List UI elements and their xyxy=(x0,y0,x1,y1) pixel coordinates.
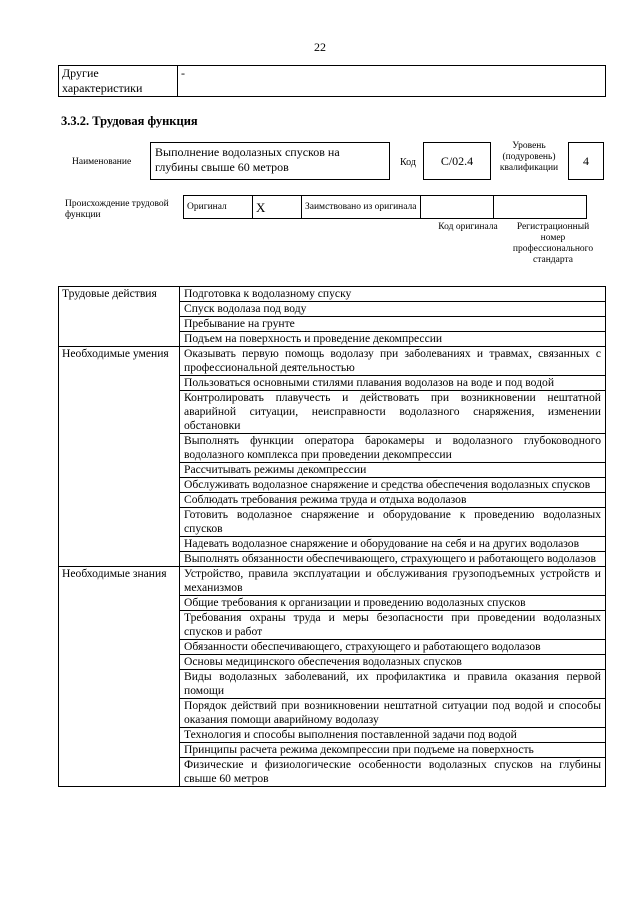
item-cell: Устройство, правила эксплуатации и обслуживания грузоподъемных устройств и механизмов xyxy=(180,567,606,596)
category-cell: Трудовые действия xyxy=(59,287,180,347)
category-cell: Необходимые умения xyxy=(59,347,180,567)
function-name-value: Выполнение водолазных спусков на глубины свыше 60 метров xyxy=(150,142,390,180)
table-row xyxy=(59,347,606,376)
item-cell: Физические и физиологические особенности водолазных спусков на глубины свыше 60 метров xyxy=(180,758,606,787)
item-cell: Готовить водолазное снаряжение и оборудование к проведению водолазных спусков xyxy=(180,508,606,537)
item-cell: Оказывать первую помощь водолазу при заболеваниях и травмах, связанных с профессиональной деятельностью xyxy=(180,347,606,376)
other-characteristics-table xyxy=(58,65,606,97)
item-cell: Технология и способы выполнения поставленной задачи под водой xyxy=(180,728,606,743)
code-original-cell xyxy=(421,196,494,219)
item-cell: Принципы расчета режима декомпрессии при подъеме на поверхность xyxy=(180,743,606,758)
function-code-value: С/02.4 xyxy=(423,142,491,180)
item-cell: Обслуживать водолазное снаряжение и средства обеспечения водолазных спусков xyxy=(180,478,606,493)
item-cell: Рассчитывать режимы декомпрессии xyxy=(180,463,606,478)
qualification-level-label: Уровень (подуровень) квалификации xyxy=(499,141,559,173)
origin-label: Происхождение трудовой функции xyxy=(65,199,169,220)
function-code-label: Код xyxy=(400,157,416,168)
item-cell: Спуск водолаза под воду xyxy=(180,302,606,317)
qualification-level-value: 4 xyxy=(568,142,604,180)
item-cell: Пребывание на грунте xyxy=(180,317,606,332)
item-cell: Требования охраны труда и меры безопасности при проведении водолазных спусков и работ xyxy=(180,611,606,640)
category-cell: Необходимые знания xyxy=(59,567,180,787)
item-cell: Подъем на поверхность и проведение декомпрессии xyxy=(180,332,606,347)
other-characteristics-label: Другие характеристики xyxy=(59,66,178,97)
original-mark: Х xyxy=(253,196,302,219)
item-cell: Обязанности обеспечивающего, страхующего и работающего водолазов xyxy=(180,640,606,655)
original-label: Оригинал xyxy=(184,196,253,219)
item-cell: Соблюдать требования режима труда и отдыха водолазов xyxy=(180,493,606,508)
item-cell: Контролировать плавучесть и действовать при возникновении нештатной аварийной ситуации, неисправности водолазного снаряжения, изменении обстановки xyxy=(180,391,606,434)
page-number: 22 xyxy=(314,40,326,54)
code-original-caption: Код оригинала xyxy=(438,222,498,232)
item-cell: Общие требования к организации и проведению водолазных спусков xyxy=(180,596,606,611)
item-cell: Порядок действий при возникновении нештатной ситуации под водой и способы оказания помощи аварийному водолазу xyxy=(180,699,606,728)
labor-function-table xyxy=(58,286,606,787)
item-cell: Виды водолазных заболеваний, их профилактика и правила оказания первой помощи xyxy=(180,670,606,699)
reg-number-caption: Регистрационный номер профессионального стандарта xyxy=(512,222,594,265)
origin-table xyxy=(183,195,587,219)
section-heading: 3.3.2. Трудовая функция xyxy=(61,114,198,128)
item-cell: Пользоваться основными стилями плавания водолазов на воде и под водой xyxy=(180,376,606,391)
item-cell: Подготовка к водолазному спуску xyxy=(180,287,606,302)
item-cell: Выполнять функции оператора барокамеры и водолазного глубоководного водолазного комплекса при проведении декомпрессии xyxy=(180,434,606,463)
table-row xyxy=(59,287,606,302)
table-row xyxy=(59,567,606,596)
borrowed-label: Заимствовано из оригинала xyxy=(302,196,421,219)
function-name-label: Наименование xyxy=(72,157,132,167)
item-cell: Выполнять обязанности обеспечивающего, страхующего и работающего водолазов xyxy=(180,552,606,567)
other-characteristics-value: - xyxy=(178,66,606,97)
reg-number-cell xyxy=(494,196,587,219)
item-cell: Надевать водолазное снаряжение и оборудование на себя и на других водолазов xyxy=(180,537,606,552)
item-cell: Основы медицинского обеспечения водолазных спусков xyxy=(180,655,606,670)
